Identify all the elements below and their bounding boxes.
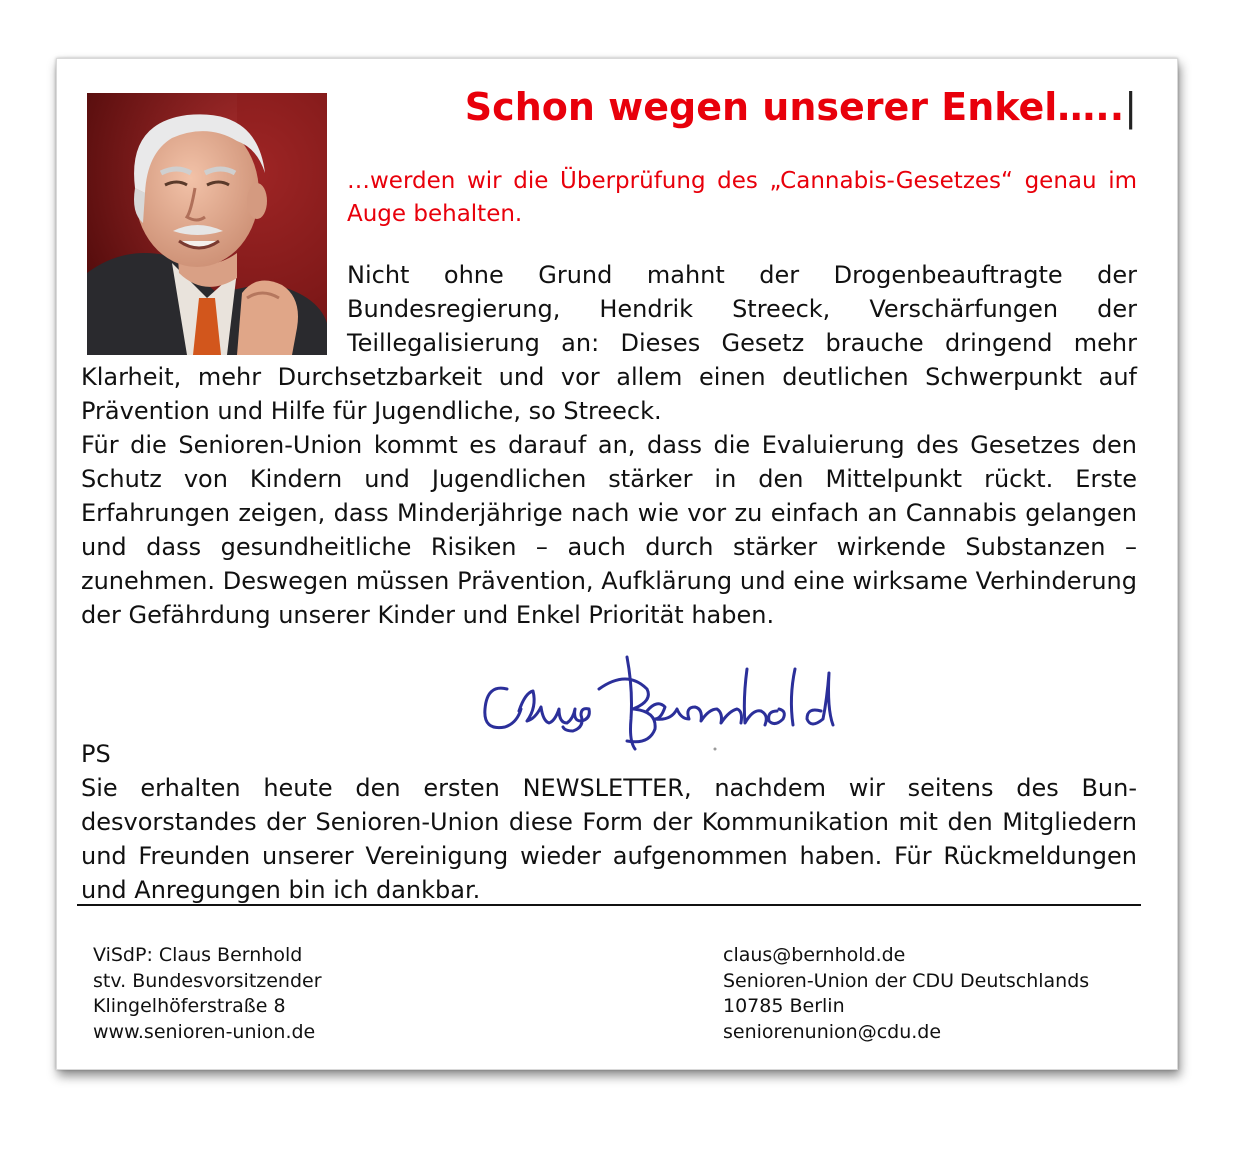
subheadline: …werden wir die Überprüfung des „Cannabis-Gesetzes“ genau im Auge behalten. (347, 168, 1137, 227)
postscript (81, 737, 1137, 907)
photo-wrap-spacer (81, 258, 347, 360)
contact-organization: Senioren-Union der CDU Deutschlands (723, 969, 1090, 992)
imprint-line-website: www.senioren-union.de (93, 1020, 316, 1043)
footer-imprint (93, 943, 322, 1045)
paragraph-2: Für die Senioren-Union kommt es darauf an, dass die Evaluierung des Gesetzes den Schutz von Kindern und Jugendlichen stärker in den Mittelpunkt rückt. Erste Erfahrungen zeigen, dass Minderjährige nach wie vor zu einfach an Cannabis gelangen und dass gesundheitliche Risiken – auch durch stärker wirkende Substanzen – zunehmen. Deswegen müssen Prävention, Aufklärung und eine wirksame Verhinderung der Gefährdung unserer Kinder und Enkel Priorität haben. (81, 431, 1137, 629)
contact-email-personal: claus@bernhold.de (723, 944, 906, 966)
imprint-line-visdp: ViSdP: Claus Bernhold (93, 944, 303, 966)
footer-divider (77, 904, 1141, 906)
headline-text: Schon wegen unserer Enkel….. (464, 85, 1125, 129)
imprint-line-street: Klingelhöferstraße 8 (93, 995, 286, 1017)
headline (357, 85, 1137, 129)
newsletter-sheet (56, 58, 1178, 1070)
text-cursor: | (1124, 85, 1137, 129)
article-body (81, 258, 1137, 632)
ps-text: Sie erhalten heute den ersten NEWSLETTER, nachdem wir seitens des Bundesvorstandes der Senioren-Union diese Form der Kommunikation mit den Mitgliedern und Freunden unserer Vereinigung wieder aufgenommen haben. Für Rückmeldungen und Anregungen bin ich dankbar. (81, 774, 1137, 904)
imprint-line-role: stv. Bundesvorsitzender (93, 969, 322, 992)
ps-label: PS (81, 740, 111, 768)
contact-email-org: seniorenunion@cdu.de (723, 1020, 942, 1043)
footer-contact (723, 943, 1089, 1045)
paragraph-1: Nicht ohne Grund mahnt der Drogenbeauftragte der Bundesregierung, Hendrik Streeck, Verschärfungen der Teillegalisierung an: Dieses Gesetz brauche dringend mehr Klarheit, mehr Durchsetzbarkeit und vor allem einen deutlichen Schwerpunkt auf Prävention und Hilfe für Jugendliche, so Streeck. (81, 261, 1137, 425)
contact-city: 10785 Berlin (723, 995, 845, 1017)
